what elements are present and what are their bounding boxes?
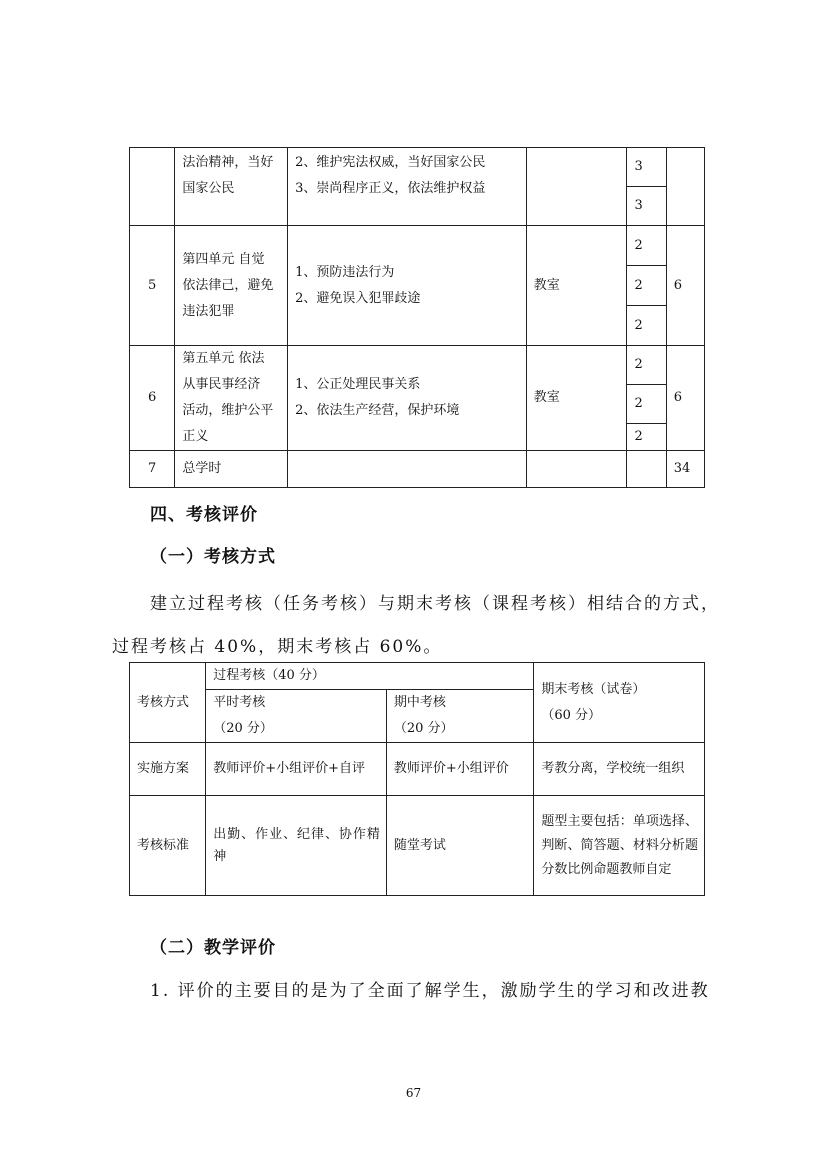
- cell-hours: 2: [627, 424, 666, 451]
- cell-no: 6: [130, 346, 175, 451]
- row-label: 实施方案: [130, 743, 206, 796]
- cell-hours: 2: [627, 385, 666, 424]
- cell-unit: 第五单元 依法 从事民事经济 活动，维护公平 正义: [175, 346, 288, 451]
- cell-total: 6: [666, 346, 704, 451]
- cell-place: 教室: [526, 226, 627, 346]
- header-daily: 平时考核 （20 分）: [206, 690, 387, 743]
- header-final: 期末考核（试卷） （60 分）: [534, 663, 705, 743]
- section-heading: 四、考核评价: [150, 505, 258, 525]
- cell-place: [526, 451, 627, 488]
- header-method: 考核方式: [130, 663, 206, 743]
- cell-unit: 第四单元 自觉 依法律己，避免 违法犯罪: [175, 226, 288, 346]
- cell-unit: 总学时: [175, 451, 288, 488]
- subsection-heading: （二）教学评价: [150, 938, 276, 958]
- assessment-table: [129, 662, 705, 896]
- cell-unit: 法治精神，当好 国家公民: [175, 148, 288, 226]
- cell-hours: 3: [627, 148, 666, 187]
- cell-mid: 教师评价+小组评价: [386, 743, 534, 796]
- cell-daily: 出勤、作业、纪律、协作精神: [206, 796, 387, 896]
- cell-hours: 2: [627, 306, 666, 346]
- cell-no: [130, 148, 175, 226]
- cell-daily: 教师评价+小组评价+自评: [206, 743, 387, 796]
- cell-final: 题型主要包括：单项选择、判断、简答题、材料分析题分数比例命题教师自定: [534, 796, 705, 896]
- cell-no: 5: [130, 226, 175, 346]
- course-schedule-table: [129, 147, 705, 488]
- cell-mid: 随堂考试: [386, 796, 534, 896]
- cell-total: 6: [666, 226, 704, 346]
- cell-content: [288, 451, 527, 488]
- cell-hours: 3: [627, 187, 666, 226]
- cell-total: 34: [666, 451, 704, 488]
- cell-place: [526, 148, 627, 226]
- cell-place: 教室: [526, 346, 627, 451]
- paragraph-line: 建立过程考核（任务考核）与期末考核（课程考核）相结合的方式，: [150, 594, 720, 614]
- row-label: 考核标准: [130, 796, 206, 896]
- cell-hours: 2: [627, 226, 666, 266]
- cell-final: 考教分离，学校统一组织: [534, 743, 705, 796]
- header-mid: 期中考核 （20 分）: [386, 690, 534, 743]
- cell-hours: [627, 451, 666, 488]
- subsection-heading: （一）考核方式: [150, 547, 276, 567]
- paragraph-line: 1. 评价的主要目的是为了全面了解学生，激励学生的学习和改进教: [150, 981, 710, 1001]
- cell-content: 2、维护宪法权威，当好国家公民 3、崇尚程序正义，依法维护权益: [288, 148, 527, 226]
- cell-hours: 2: [627, 346, 666, 385]
- cell-content: 1、公正处理民事关系 2、依法生产经营，保护环境: [288, 346, 527, 451]
- cell-content: 1、预防违法行为 2、避免误入犯罪歧途: [288, 226, 527, 346]
- cell-no: 7: [130, 451, 175, 488]
- header-process: 过程考核（40 分）: [206, 663, 534, 690]
- cell-hours: 2: [627, 266, 666, 306]
- page-number: 67: [405, 1086, 422, 1100]
- cell-total: [666, 148, 704, 226]
- paragraph-line: 过程考核占 40%，期末考核占 60%。: [112, 637, 443, 657]
